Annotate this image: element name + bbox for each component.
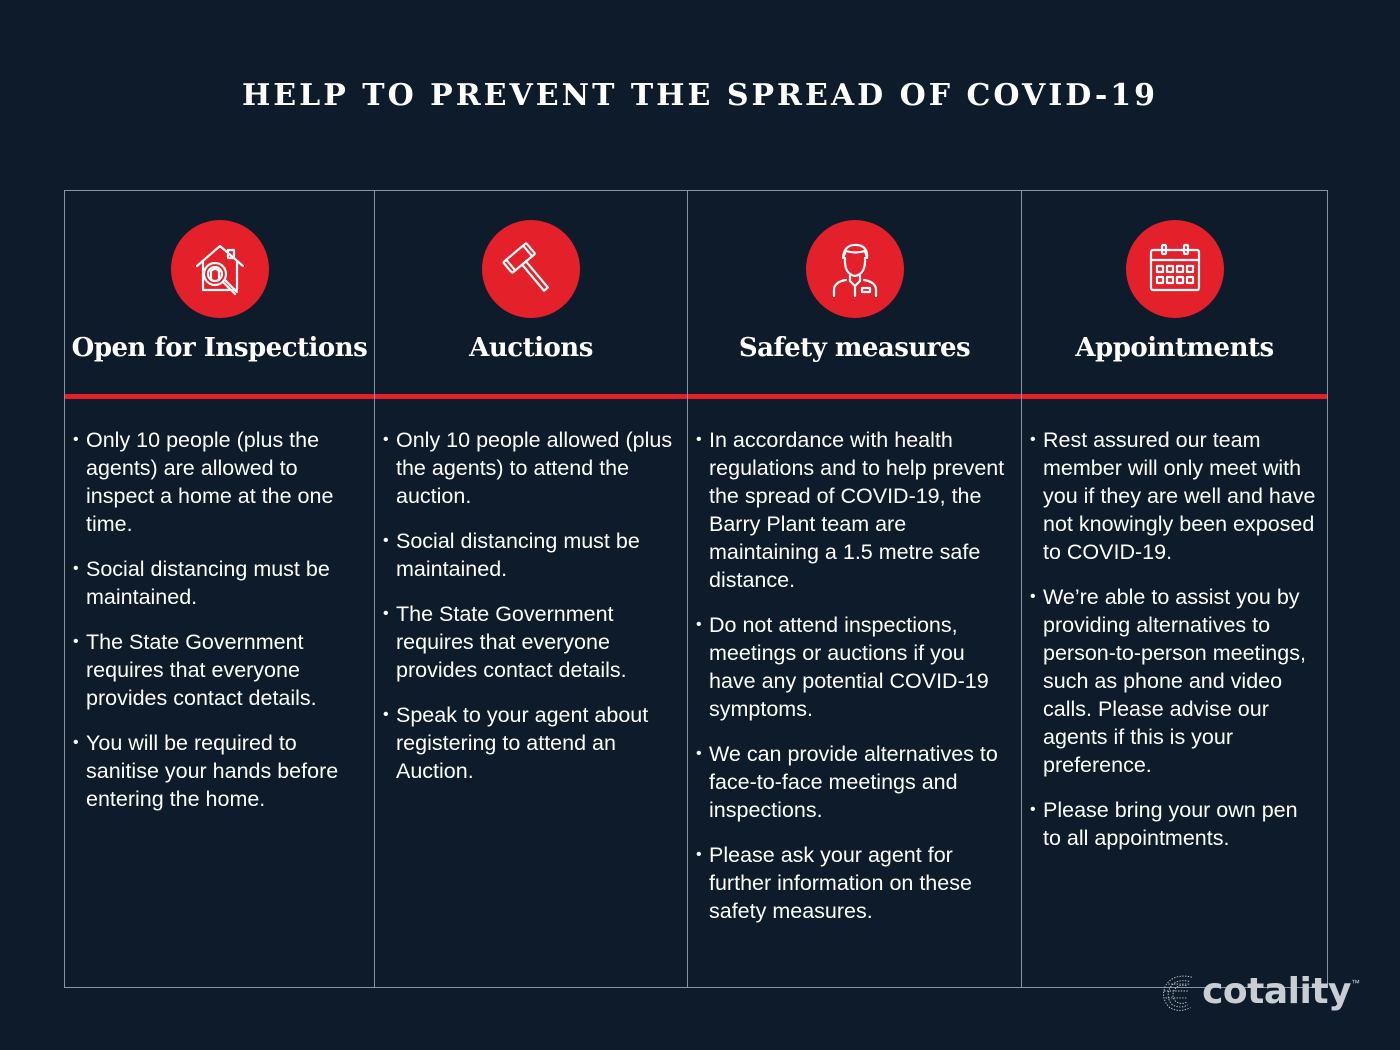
- list-item: • Only 10 people (plus the agents) are allowed to inspect a home at the one time.: [73, 426, 366, 538]
- globe-icon: [1160, 961, 1196, 1021]
- gavel-icon: [482, 220, 580, 318]
- divider: [1022, 394, 1327, 399]
- list-item: • We’re able to assist you by providing alternatives to person-to-person meetings, such as phone and video calls. Please advise our agents if this is your preference.: [1030, 583, 1319, 779]
- logo-text: cotality: [1202, 970, 1351, 1012]
- column-heading: Open for Inspections: [71, 333, 368, 363]
- list-item: • You will be required to sanitise your hands before entering the home.: [73, 729, 366, 813]
- list-item: • Social distancing must be maintained.: [73, 555, 366, 611]
- list-item: • In accordance with health regulations and to help prevent the spread of COVID-19, the Barry Plant team are maintaining a 1.5 metre safe distance.: [696, 426, 1013, 594]
- divider: [65, 394, 374, 399]
- column-heading: Appointments: [1075, 333, 1274, 363]
- column-heading: Safety measures: [738, 333, 971, 363]
- house-search-icon: [171, 220, 269, 318]
- info-panel: [64, 190, 1328, 988]
- calendar-icon: [1126, 220, 1224, 318]
- column-safety-measures: [687, 191, 1021, 987]
- column-heading: Auctions: [469, 333, 593, 363]
- bullet-list: [73, 426, 366, 830]
- column-open-for-inspections: [65, 191, 374, 987]
- list-item: • Social distancing must be maintained.: [383, 527, 679, 583]
- list-item: • Speak to your agent about registering to attend an Auction.: [383, 701, 679, 785]
- list-item: • Please bring your own pen to all appointments.: [1030, 796, 1319, 852]
- list-item: • The State Government requires that everyone provides contact details.: [73, 628, 366, 712]
- divider: [375, 394, 687, 399]
- bullet-list: [383, 426, 679, 802]
- list-item: • Please ask your agent for further information on these safety measures.: [696, 841, 1013, 925]
- bullet-list: [696, 426, 1013, 942]
- page-title: HELP TO PREVENT THE SPREAD OF COVID-19: [241, 78, 1159, 113]
- column-auctions: [374, 191, 687, 987]
- list-item: • We can provide alternatives to face-to-face meetings and inspections.: [696, 740, 1013, 824]
- person-agent-icon: [806, 220, 904, 318]
- column-appointments: [1021, 191, 1327, 987]
- bullet-list: [1030, 426, 1319, 869]
- cotality-logo: [1160, 960, 1360, 1022]
- list-item: • Do not attend inspections, meetings or auctions if you have any potential COVID-19 symptoms.: [696, 611, 1013, 723]
- list-item: • Only 10 people allowed (plus the agents) to attend the auction.: [383, 426, 679, 510]
- list-item: • The State Government requires that everyone provides contact details.: [383, 600, 679, 684]
- divider: [688, 394, 1021, 399]
- trademark: ™: [1351, 978, 1360, 988]
- list-item: • Rest assured our team member will only meet with you if they are well and have not knowingly been exposed to COVID-19.: [1030, 426, 1319, 566]
